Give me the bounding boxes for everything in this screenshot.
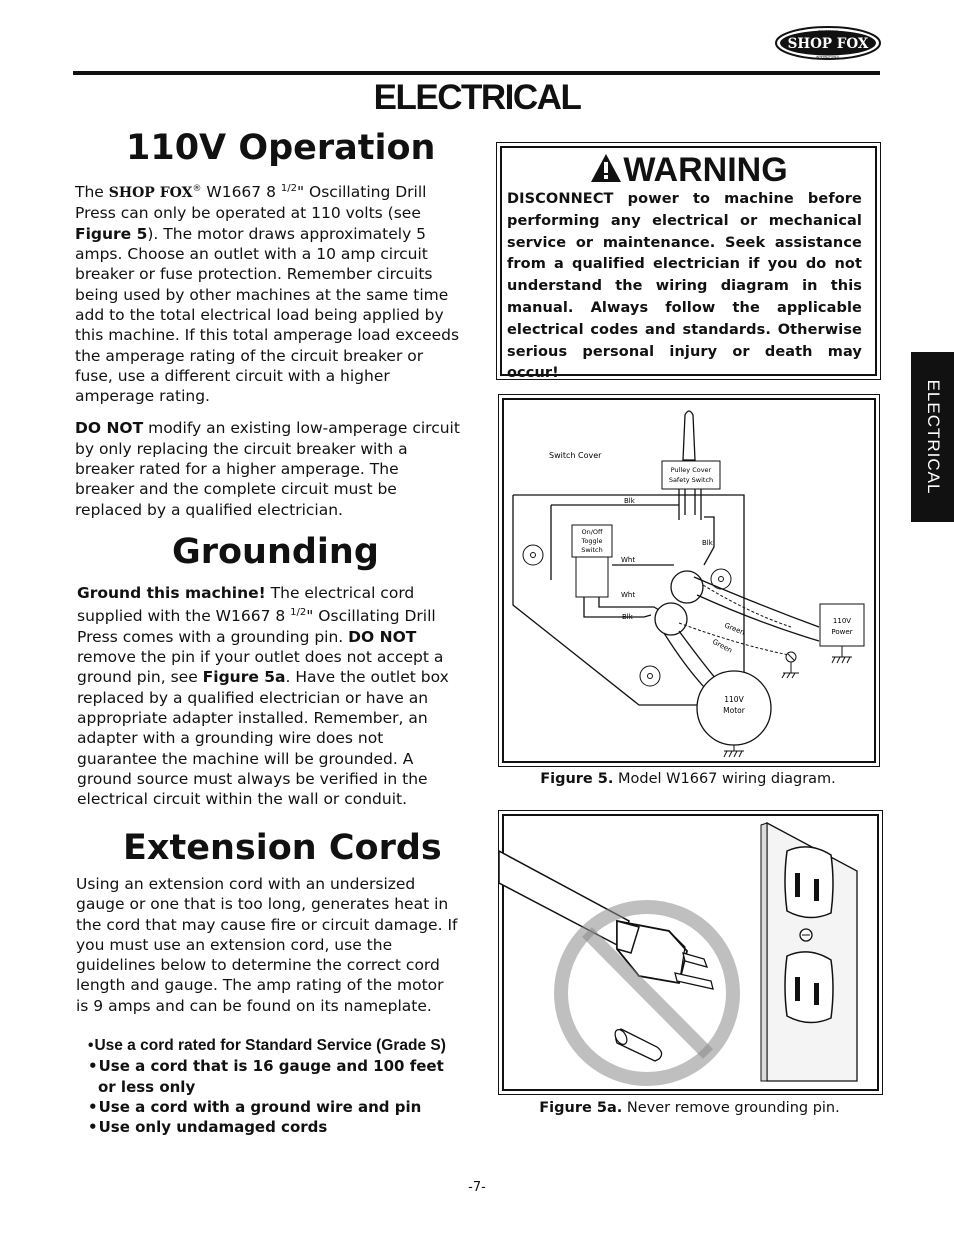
bullet-item: • Use a cord with a ground wire and pin bbox=[86, 1097, 456, 1117]
text: The electrical cord supplied with the W1667 8 bbox=[77, 584, 415, 626]
toggle-switch-body bbox=[576, 557, 608, 597]
page-number: -7- bbox=[468, 1180, 486, 1195]
figure5-caption-label: Figure 5. bbox=[540, 771, 614, 787]
label-switch-cover: Switch Cover bbox=[549, 451, 602, 460]
wiring-diagram bbox=[499, 395, 879, 766]
figure5-caption-text: Model W1667 wiring diagram. bbox=[613, 771, 836, 787]
warning-text: DISCONNECT power to machine before performing any electrical or mechanical service or maintenance. Seek assistance from a qualified electrician if you do not understand the wiring diagram in this manual. Always follow the applicable electrical codes and standards. Otherwise serious personal injury or death may occur! bbox=[507, 191, 862, 382]
figure5a-caption-label: Figure 5a. bbox=[539, 1100, 623, 1116]
figure5-box bbox=[498, 394, 880, 767]
label-green: Green bbox=[711, 637, 734, 655]
figure5-caption bbox=[498, 771, 878, 787]
section-title-grounding: Grounding bbox=[172, 532, 379, 572]
registered-mark: ® bbox=[192, 184, 202, 194]
paragraph-grounding bbox=[77, 583, 460, 809]
text: ). The motor draws approximately 5 amps. Choose an outlet with a 10 amp circuit breaker or fuse protection. Remember circuits being used by other machines at the same time add to the total electrical load being applied by this machine. If this total amperage load exceeds the amperage rating of the circuit breaker or fuse, use a different circuit with a higher amperage rating. bbox=[75, 224, 460, 406]
text: . Have the outlet box replaced by a qualified electrician or have an appropriate adapter installed. Remember, an adapter with a grounding wire does not guarantee the machine will be grounded. A ground source must always be verified in the electrical circuit within the wall or conduit. bbox=[77, 668, 449, 809]
label-wht: Wht bbox=[621, 556, 636, 564]
text: remove the pin if your outlet does not accept a ground pin, see bbox=[77, 648, 444, 687]
paragraph-110v-1 bbox=[75, 179, 460, 406]
label-safety-switch: Safety Switch bbox=[668, 476, 714, 484]
power-cord bbox=[499, 851, 629, 946]
warning-triangle-icon bbox=[589, 152, 623, 184]
warning-box bbox=[496, 142, 881, 380]
label-green: Green bbox=[723, 621, 746, 637]
logo-small-bottom: INTERNATIONAL bbox=[815, 55, 841, 59]
text: The bbox=[75, 183, 109, 202]
screw-hole-icon bbox=[640, 666, 660, 686]
logo-text: SHOP FOX bbox=[787, 36, 869, 52]
plug-prong bbox=[675, 973, 713, 989]
figure5a-caption bbox=[498, 1100, 881, 1116]
bullet-item: • Use a cord rated for Standard Service (Grade S) bbox=[86, 1036, 456, 1056]
logo-graphic bbox=[775, 26, 881, 66]
side-tab-label: ELECTRICAL bbox=[923, 379, 943, 495]
do-not-text: DO NOT bbox=[348, 627, 417, 646]
do-not-text: DO NOT bbox=[75, 419, 144, 438]
bullet-item: • Use a cord that is 16 gauge and 100 feet or less only bbox=[86, 1056, 456, 1097]
label-pulley-cover: Pulley Cover bbox=[670, 466, 712, 474]
label-motor: Motor bbox=[723, 706, 745, 715]
label-switch: Switch bbox=[581, 546, 603, 554]
label-blk: Blk bbox=[622, 613, 633, 621]
paragraph-extension: Using an extension cord with an undersized gauge or one that is too long, generates heat in the cord that may cause fire or circuit damage. If you must use an extension cord, use the guidelines below to determine the correct cord length and gauge. The amp rating of the motor is 9 amps and can be found on its nameplate. bbox=[76, 875, 458, 1015]
figure5a-caption-text: Never remove grounding pin. bbox=[622, 1100, 840, 1116]
section-title-110v: 110V Operation bbox=[126, 128, 436, 168]
bullet-item: • Use only undamaged cords bbox=[86, 1117, 456, 1137]
label-110v: 110V bbox=[832, 617, 852, 625]
extension-bullet-list bbox=[86, 1036, 456, 1137]
section-110v-body bbox=[75, 179, 460, 532]
text: " Oscillating Drill Press comes with a grounding pin. bbox=[77, 607, 436, 646]
side-tab bbox=[911, 352, 954, 522]
figure-ref: Figure 5a bbox=[202, 668, 286, 687]
section-extension-body bbox=[76, 874, 460, 1028]
text: modify an existing low-amperage circuit by only replacing the circuit breaker with a breaker rated for a higher amperage. The breaker and the complete circuit must be replaced by a qualified electrician. bbox=[75, 419, 460, 519]
section-title-extension: Extension Cords bbox=[123, 828, 442, 868]
strain-relief-icon bbox=[655, 603, 687, 635]
grounding-pin-illustration bbox=[499, 811, 882, 1094]
screw-hole-icon bbox=[523, 545, 543, 565]
logo-small-top: WOODSTOCK bbox=[817, 29, 839, 33]
plug-prong bbox=[683, 953, 707, 967]
power-source-box bbox=[820, 604, 864, 646]
label-power: Power bbox=[831, 628, 853, 636]
text: " Oscillating Drill Press can only be operated at 110 volts (see bbox=[75, 183, 427, 223]
receptacle-upper bbox=[785, 847, 833, 918]
label-on-off: On/Off bbox=[581, 528, 603, 536]
text: W1667 8 bbox=[201, 183, 281, 202]
figure5a-box bbox=[498, 810, 883, 1095]
brand-name: SHOP FOX bbox=[108, 185, 193, 202]
page-title: ELECTRICAL bbox=[373, 78, 581, 117]
receptacle-lower bbox=[785, 952, 833, 1023]
warning-title bbox=[497, 151, 880, 190]
header-rule bbox=[73, 71, 880, 75]
paragraph-110v-2 bbox=[75, 418, 460, 519]
label-blk: Blk bbox=[624, 497, 635, 505]
label-110v: 110V bbox=[724, 695, 744, 704]
label-blk: Blk bbox=[702, 539, 713, 547]
label-wht: Wht bbox=[621, 591, 636, 599]
figure-ref: Figure 5 bbox=[75, 224, 148, 243]
strain-relief-icon bbox=[671, 571, 703, 603]
warning-title-text: WARNING bbox=[623, 151, 788, 189]
fraction: 1/2 bbox=[280, 183, 297, 194]
label-toggle: Toggle bbox=[581, 537, 603, 545]
fraction: 1/2 bbox=[290, 607, 307, 619]
section-grounding-body bbox=[77, 583, 460, 821]
ground-this-machine: Ground this machine! bbox=[77, 584, 266, 602]
toggle-lever-icon bbox=[683, 411, 695, 460]
shop-fox-logo bbox=[775, 26, 881, 60]
